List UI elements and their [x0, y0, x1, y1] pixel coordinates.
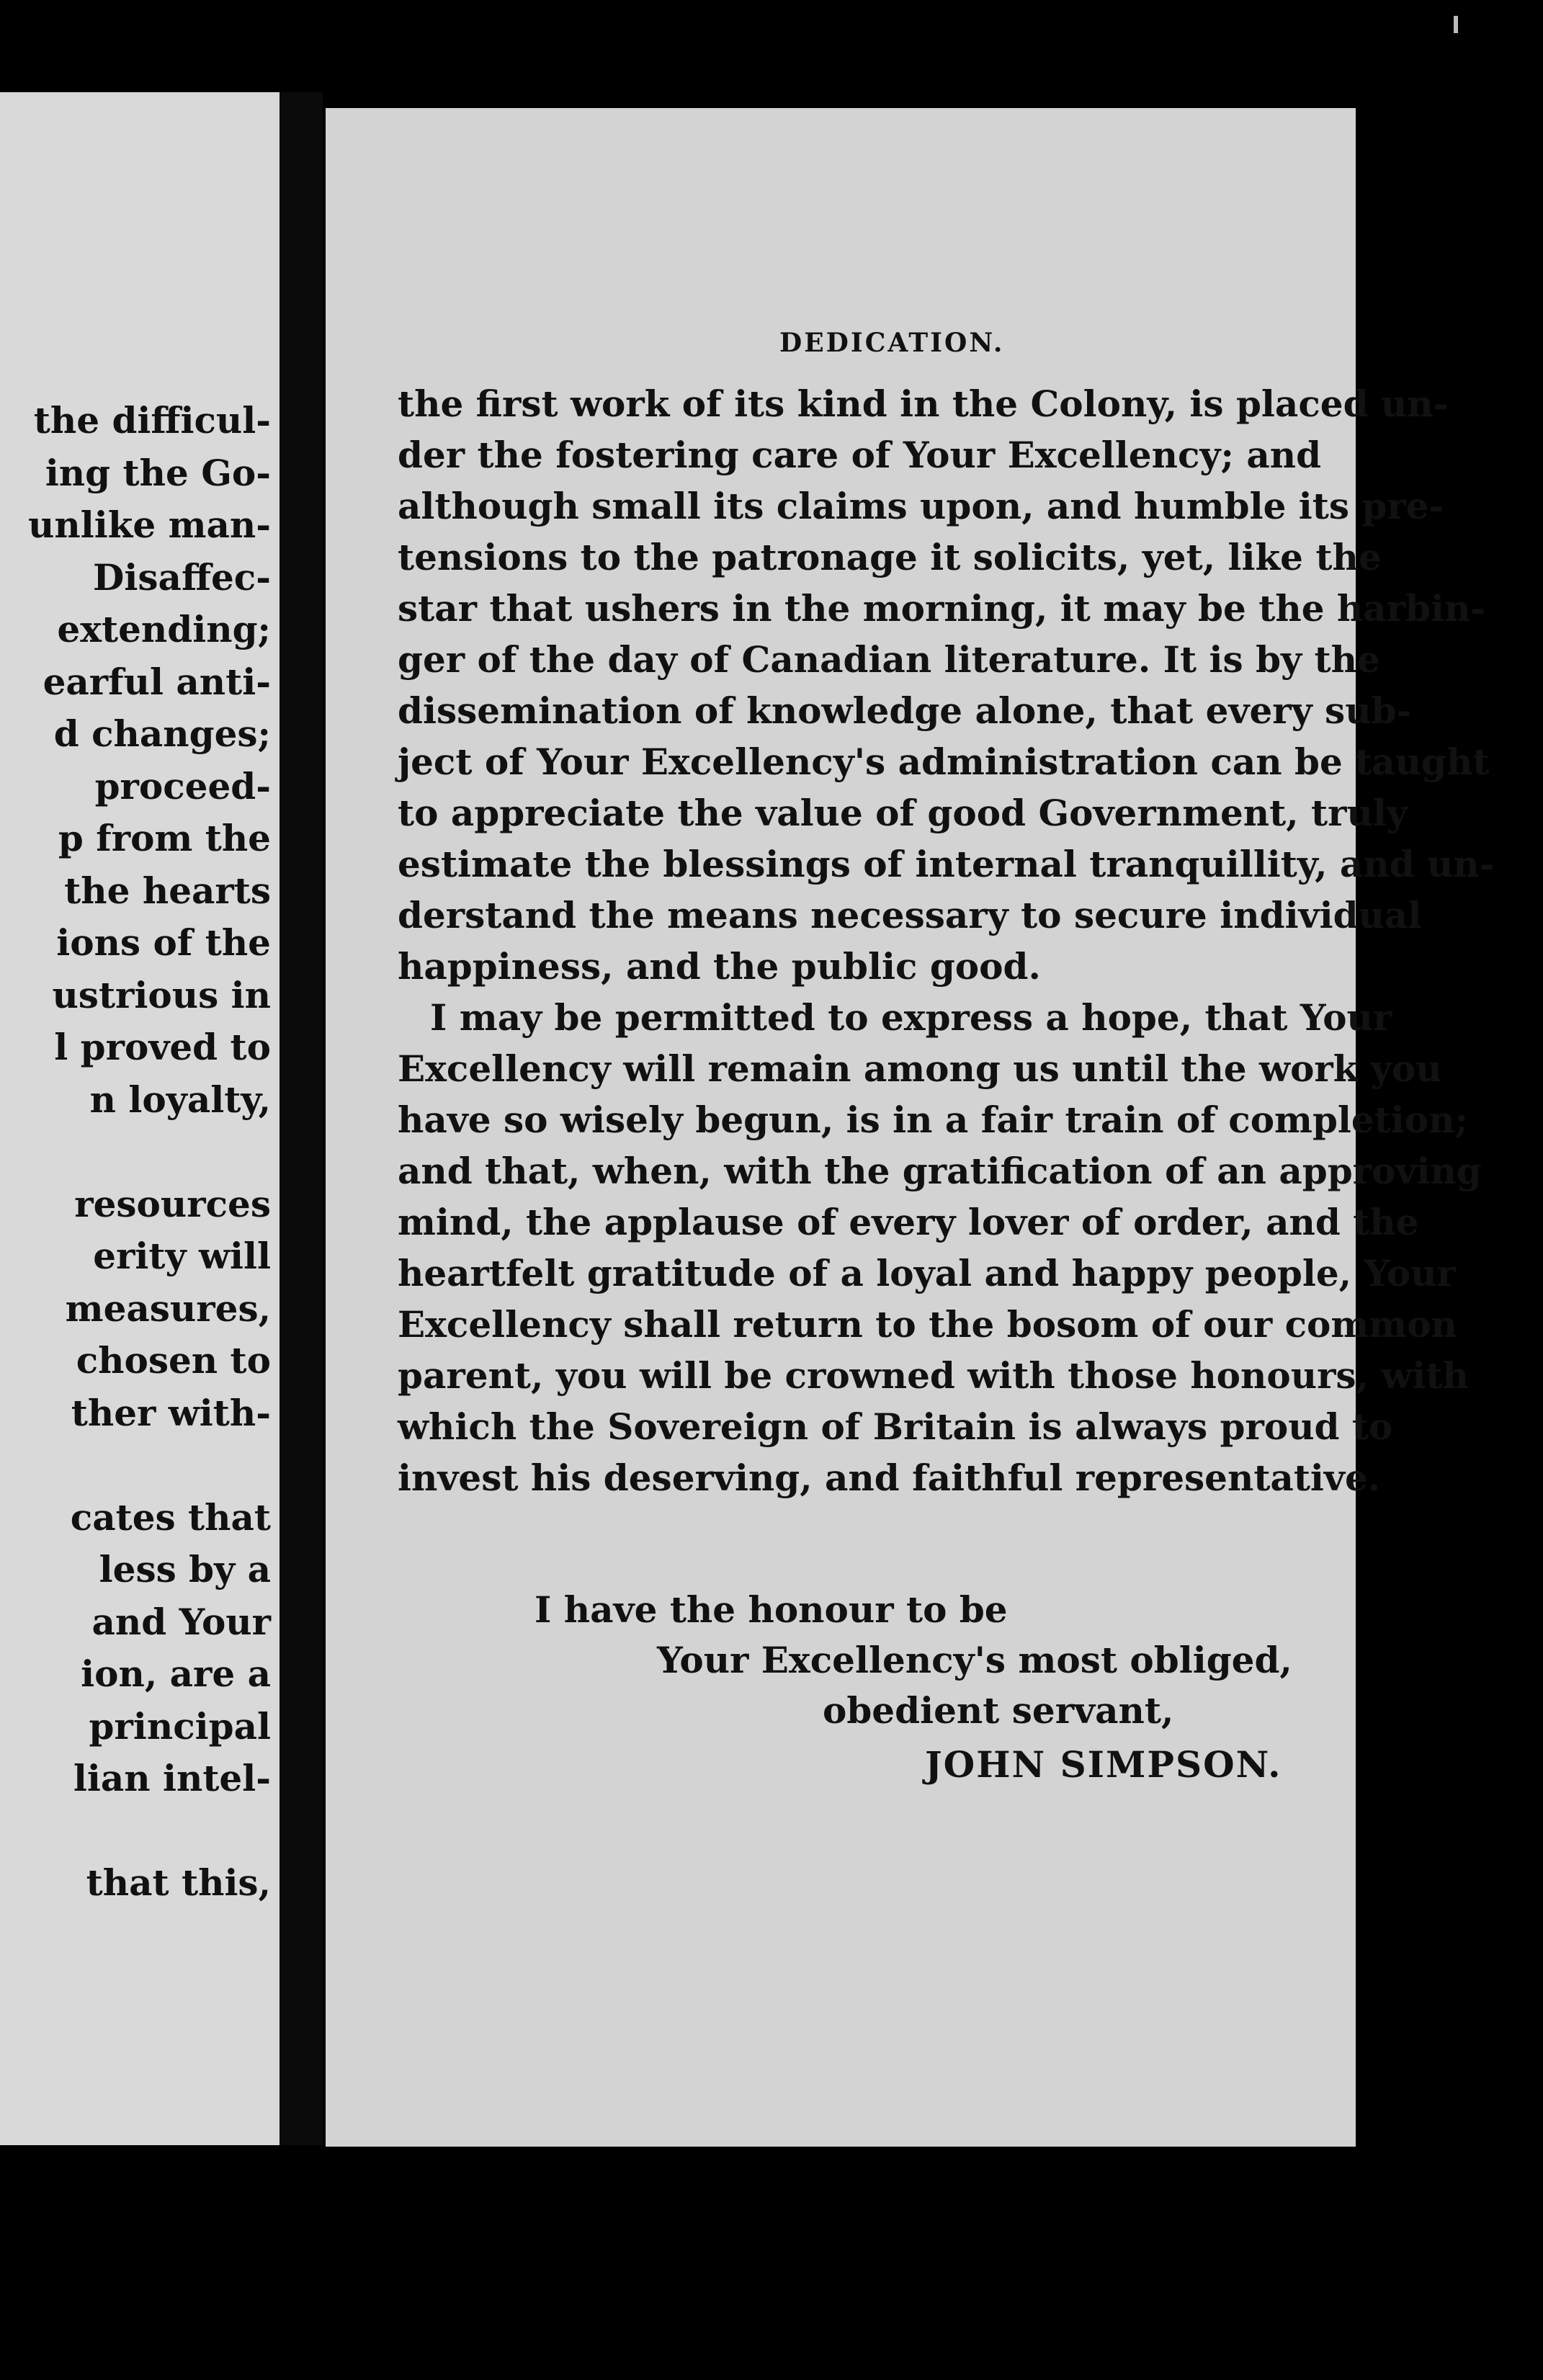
left-line — [28, 1126, 271, 1178]
left-line: ustrious in — [52, 973, 271, 1016]
left-line — [28, 1805, 271, 1858]
left-line: principal — [89, 1704, 271, 1748]
closing-line: I have the honour to be — [535, 1588, 1008, 1631]
left-line: Disaffec- — [93, 555, 271, 599]
left-line: cates that — [70, 1495, 271, 1539]
book-gutter — [279, 92, 323, 2145]
left-line: the difficul- — [33, 399, 271, 442]
text-line: Excellency will remain among us until the work you — [398, 1047, 1442, 1090]
signature: JOHN SIMPSON. — [925, 1743, 1282, 1786]
text-line: invest his deserving, and faithful representative. — [398, 1457, 1381, 1499]
text-line: estimate the blessings of internal tranquillity, and un- — [398, 843, 1495, 885]
dedication-body — [398, 378, 1495, 1503]
left-line: ions of the — [56, 921, 271, 964]
left-line: ing the Go- — [45, 451, 271, 494]
text-line: ject of Your Excellency's administration can be taught — [398, 741, 1490, 783]
left-line: unlike man- — [28, 504, 271, 546]
left-line: erity will — [93, 1235, 271, 1277]
left-line: d changes; — [53, 712, 271, 755]
text-line: to appreciate the value of good Government, truly — [398, 792, 1408, 834]
left-line: ther with- — [71, 1391, 271, 1434]
text-line: ger of the day of Canadian literature. It is by the — [398, 638, 1380, 681]
closing-line: Your Excellency's most obliged, — [657, 1639, 1292, 1681]
left-line: lian intel- — [73, 1757, 271, 1799]
right-page — [326, 108, 1495, 2147]
left-line: earful anti- — [43, 660, 271, 703]
left-line: extending; — [57, 608, 271, 650]
text-line: happiness, and the public good. — [398, 945, 1041, 988]
left-line: p from the — [58, 817, 271, 859]
running-head: DEDICATION. — [779, 328, 1005, 358]
left-line: resources — [74, 1182, 271, 1225]
text-line: the first work of its kind in the Colony, is placed un- — [398, 382, 1449, 425]
left-line: proceed- — [94, 764, 271, 808]
left-line: n loyalty, — [89, 1078, 271, 1121]
left-line: ion, are a — [81, 1652, 271, 1695]
left-line: chosen to — [76, 1339, 271, 1382]
left-page — [0, 92, 279, 2145]
left-line: that this, — [86, 1861, 271, 1904]
scan-mark — [1454, 16, 1458, 33]
text-line: parent, you will be crowned with those honours, with — [398, 1354, 1469, 1397]
text-line: heartfelt gratitude of a loyal and happy people, Your — [398, 1252, 1456, 1294]
text-line: dissemination of knowledge alone, that every sub- — [398, 689, 1412, 732]
left-page-text — [28, 395, 271, 1910]
text-line: mind, the applause of every lover of order, and the — [398, 1201, 1419, 1243]
text-line: tensions to the patronage it solicits, yet, like the — [398, 536, 1382, 578]
left-line: measures, — [65, 1287, 271, 1330]
left-line — [28, 1439, 271, 1492]
text-line: I may be permitted to express a hope, that Your — [430, 996, 1392, 1039]
text-line: which the Sovereign of Britain is always proud to — [398, 1405, 1393, 1448]
left-line: and Your — [91, 1600, 271, 1643]
closing-line: obedient servant, — [823, 1689, 1174, 1732]
left-line: l proved to — [54, 1026, 271, 1068]
text-line: have so wisely begun, is in a fair train of completion; — [398, 1099, 1468, 1141]
text-line: and that, when, with the gratification of an approving — [398, 1150, 1482, 1192]
text-line: Excellency shall return to the bosom of our common — [398, 1303, 1457, 1346]
text-line: although small its claims upon, and humble its pre- — [398, 485, 1444, 527]
text-line: derstand the means necessary to secure individual — [398, 894, 1422, 936]
text-line: star that ushers in the morning, it may be the harbin- — [398, 587, 1486, 630]
left-line: less by a — [99, 1548, 271, 1591]
text-line: der the fostering care of Your Excellency; and — [398, 434, 1322, 476]
left-line: the hearts — [64, 869, 271, 912]
